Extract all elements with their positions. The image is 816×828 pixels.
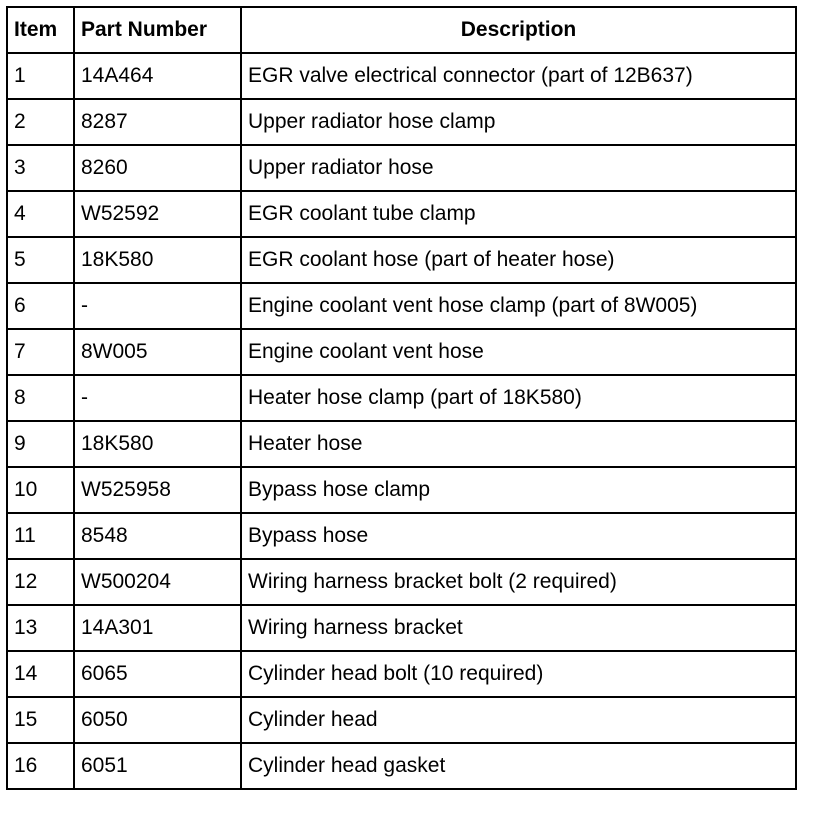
header-part-number: Part Number: [74, 7, 241, 53]
cell-item: 2: [7, 99, 74, 145]
cell-description: Cylinder head gasket: [241, 743, 796, 789]
cell-part-number: 8548: [74, 513, 241, 559]
cell-description: Wiring harness bracket: [241, 605, 796, 651]
cell-item: 4: [7, 191, 74, 237]
cell-item: 8: [7, 375, 74, 421]
cell-description: Bypass hose clamp: [241, 467, 796, 513]
cell-part-number: -: [74, 375, 241, 421]
cell-description: Engine coolant vent hose: [241, 329, 796, 375]
table-row: [7, 651, 796, 697]
cell-part-number: 8260: [74, 145, 241, 191]
table-row: [7, 329, 796, 375]
header-description: Description: [241, 7, 796, 53]
cell-part-number: -: [74, 283, 241, 329]
cell-part-number: 18K580: [74, 237, 241, 283]
table-row: [7, 605, 796, 651]
table-row: [7, 191, 796, 237]
cell-item: 7: [7, 329, 74, 375]
cell-description: Engine coolant vent hose clamp (part of 8W005): [241, 283, 796, 329]
cell-item: 9: [7, 421, 74, 467]
table-header: [7, 7, 796, 53]
cell-description: Bypass hose: [241, 513, 796, 559]
cell-part-number: 6051: [74, 743, 241, 789]
cell-description: EGR coolant tube clamp: [241, 191, 796, 237]
table-row: [7, 283, 796, 329]
cell-description: EGR coolant hose (part of heater hose): [241, 237, 796, 283]
parts-table: [6, 6, 797, 790]
cell-description: EGR valve electrical connector (part of 12B637): [241, 53, 796, 99]
cell-description: Wiring harness bracket bolt (2 required): [241, 559, 796, 605]
table-row: [7, 421, 796, 467]
cell-part-number: 18K580: [74, 421, 241, 467]
cell-part-number: 8W005: [74, 329, 241, 375]
table-row: [7, 467, 796, 513]
cell-part-number: 6050: [74, 697, 241, 743]
cell-description: Heater hose clamp (part of 18K580): [241, 375, 796, 421]
table-row: [7, 145, 796, 191]
cell-description: Upper radiator hose: [241, 145, 796, 191]
cell-part-number: 14A464: [74, 53, 241, 99]
table-row: [7, 53, 796, 99]
table-row: [7, 743, 796, 789]
cell-part-number: W52592: [74, 191, 241, 237]
cell-item: 5: [7, 237, 74, 283]
cell-item: 15: [7, 697, 74, 743]
cell-description: Heater hose: [241, 421, 796, 467]
table-row: [7, 559, 796, 605]
table-body: [7, 53, 796, 789]
cell-part-number: 6065: [74, 651, 241, 697]
table-row: [7, 697, 796, 743]
header-item: Item: [7, 7, 74, 53]
cell-item: 11: [7, 513, 74, 559]
cell-part-number: W525958: [74, 467, 241, 513]
table-row: [7, 513, 796, 559]
cell-part-number: W500204: [74, 559, 241, 605]
cell-item: 6: [7, 283, 74, 329]
cell-description: Cylinder head bolt (10 required): [241, 651, 796, 697]
cell-item: 13: [7, 605, 74, 651]
cell-description: Upper radiator hose clamp: [241, 99, 796, 145]
cell-item: 1: [7, 53, 74, 99]
cell-item: 12: [7, 559, 74, 605]
cell-item: 16: [7, 743, 74, 789]
cell-item: 3: [7, 145, 74, 191]
table-row: [7, 237, 796, 283]
table-row: [7, 375, 796, 421]
table-row: [7, 99, 796, 145]
cell-item: 10: [7, 467, 74, 513]
cell-part-number: 14A301: [74, 605, 241, 651]
header-row: [7, 7, 796, 53]
cell-item: 14: [7, 651, 74, 697]
cell-part-number: 8287: [74, 99, 241, 145]
cell-description: Cylinder head: [241, 697, 796, 743]
